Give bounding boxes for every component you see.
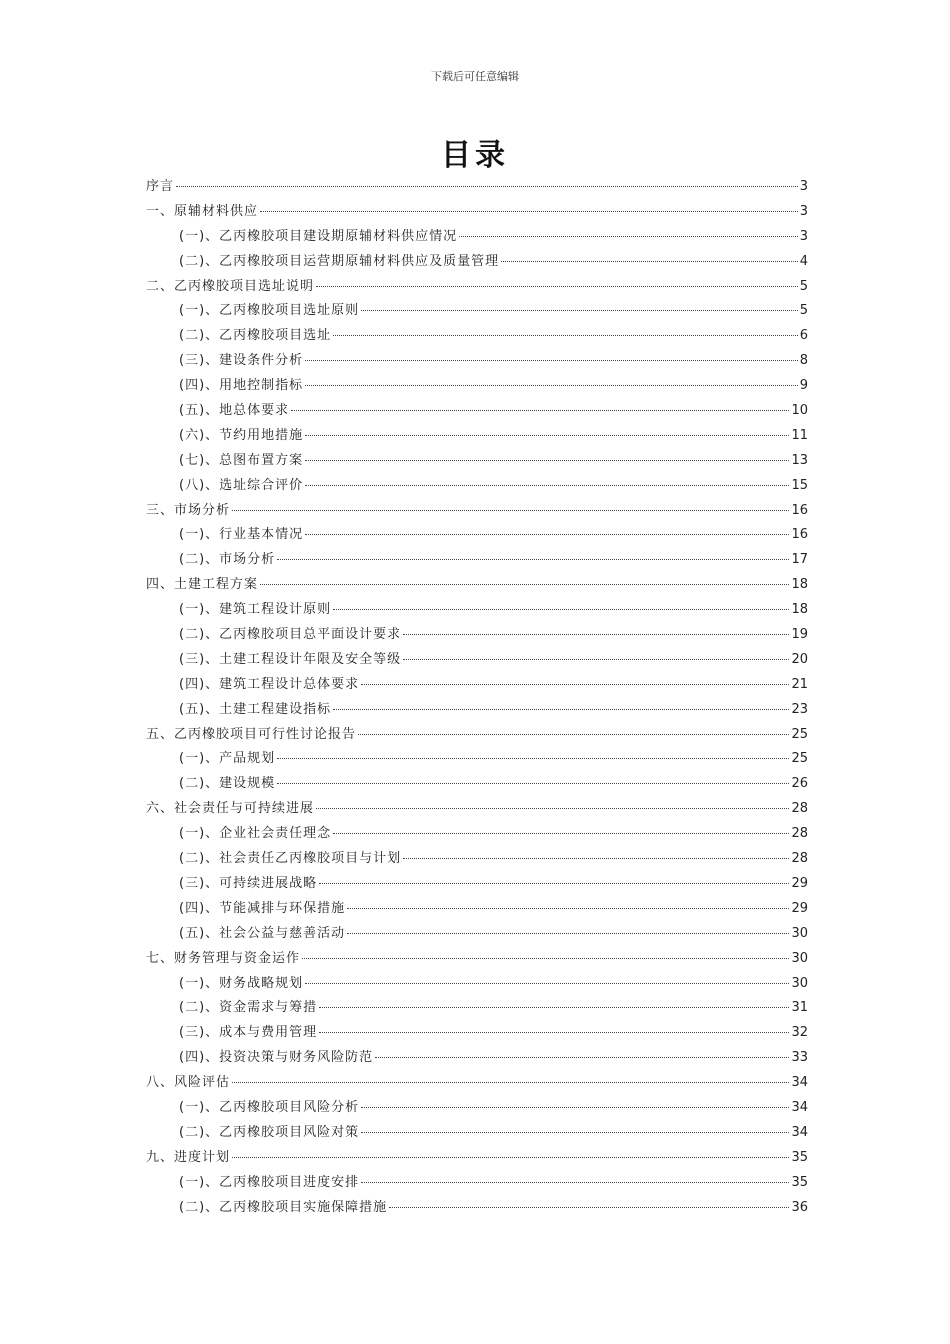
toc-entry-page-number: 17 — [791, 552, 808, 568]
toc-dot-leader — [305, 485, 789, 486]
toc-entry[interactable] — [146, 698, 808, 723]
toc-dot-leader — [232, 1082, 789, 1083]
header-note: 下载后可任意编辑 — [431, 70, 519, 83]
toc-entry-label: (二)、乙丙橡胶项目总平面设计要求 — [179, 627, 402, 643]
toc-dot-leader — [305, 385, 798, 386]
toc-entry-label: (二)、乙丙橡胶项目选址 — [179, 328, 332, 344]
toc-entry-page-number: 3 — [799, 203, 808, 219]
toc-entry[interactable] — [146, 1171, 808, 1196]
toc-dot-leader — [459, 236, 798, 237]
toc-dot-leader — [501, 261, 798, 262]
toc-dot-leader — [333, 709, 789, 710]
toc-entry-label: (二)、市场分析 — [179, 552, 276, 568]
toc-entry[interactable] — [146, 424, 808, 449]
toc-dot-leader — [319, 1032, 789, 1033]
toc-entry-label: (三)、建设条件分析 — [179, 353, 304, 369]
toc-entry-page-number: 34 — [791, 1099, 808, 1115]
toc-entry-label: (一)、建筑工程设计原则 — [179, 602, 332, 618]
toc-entry-page-number: 21 — [791, 676, 808, 692]
toc-entry[interactable] — [146, 474, 808, 499]
toc-entry-page-number: 36 — [791, 1199, 808, 1215]
toc-dot-leader — [316, 808, 789, 809]
toc-entry[interactable] — [146, 499, 808, 524]
toc-entry-page-number: 20 — [791, 651, 808, 667]
toc-entry-label: (一)、产品规划 — [179, 751, 276, 767]
toc-entry[interactable] — [146, 772, 808, 797]
toc-entry[interactable] — [146, 797, 808, 822]
toc-entry-label: (一)、乙丙橡胶项目进度安排 — [179, 1174, 360, 1190]
toc-entry[interactable] — [146, 648, 808, 673]
toc-entry[interactable] — [146, 1196, 808, 1221]
toc-entry-label: (一)、乙丙橡胶项目风险分析 — [179, 1099, 360, 1115]
toc-dot-leader — [347, 933, 789, 934]
toc-dot-leader — [358, 734, 789, 735]
toc-entry[interactable] — [146, 673, 808, 698]
toc-dot-leader — [316, 286, 798, 287]
toc-entry-page-number: 29 — [791, 875, 808, 891]
toc-entry-label: (五)、社会公益与慈善活动 — [179, 925, 346, 941]
toc-entry-label: (一)、财务战略规划 — [179, 975, 304, 991]
toc-entry[interactable] — [146, 523, 808, 548]
toc-entry-label: 九、进度计划 — [146, 1149, 231, 1165]
toc-entry-page-number: 10 — [791, 403, 808, 419]
toc-entry[interactable] — [146, 1071, 808, 1096]
toc-entry-label: 序言 — [146, 179, 175, 194]
toc-entry-label: (三)、成本与费用管理 — [179, 1025, 318, 1041]
toc-entry-label: (一)、乙丙橡胶项目选址原则 — [179, 303, 360, 319]
toc-dot-leader — [403, 659, 789, 660]
toc-dot-leader — [260, 584, 789, 585]
toc-entry-page-number: 31 — [791, 1000, 808, 1016]
toc-entry-page-number: 5 — [799, 278, 808, 294]
toc-entry[interactable] — [146, 972, 808, 997]
toc-entry[interactable] — [146, 200, 808, 225]
toc-entry-label: (三)、土建工程设计年限及安全等级 — [179, 651, 402, 667]
toc-dot-leader — [361, 1107, 789, 1108]
toc-entry[interactable] — [146, 847, 808, 872]
toc-entry[interactable] — [146, 996, 808, 1021]
toc-entry[interactable] — [146, 399, 808, 424]
toc-entry-page-number: 13 — [791, 452, 808, 468]
toc-dot-leader — [361, 1182, 789, 1183]
toc-entry-label: (六)、节约用地措施 — [179, 427, 304, 443]
toc-entry-label: (二)、建设规模 — [179, 776, 276, 792]
toc-entry-label: (一)、行业基本情况 — [179, 527, 304, 543]
toc-entry-page-number: 32 — [791, 1025, 808, 1041]
toc-dot-leader — [277, 783, 789, 784]
toc-entry-page-number: 4 — [799, 253, 808, 269]
toc-entry[interactable] — [146, 1121, 808, 1146]
toc-entry-label: 二、乙丙橡胶项目选址说明 — [146, 278, 315, 294]
toc-entry-label: (一)、企业社会责任理念 — [179, 826, 332, 842]
toc-entry-page-number: 30 — [791, 950, 808, 966]
toc-entry[interactable] — [146, 324, 808, 349]
toc-dot-leader — [291, 410, 789, 411]
toc-entry-label: (四)、节能减排与环保措施 — [179, 900, 346, 916]
toc-entry-page-number: 34 — [791, 1124, 808, 1140]
toc-dot-leader — [319, 1007, 789, 1008]
toc-entry[interactable] — [146, 897, 808, 922]
toc-entry-label: 五、乙丙橡胶项目可行性讨论报告 — [146, 726, 357, 742]
toc-entry[interactable] — [146, 822, 808, 847]
toc-dot-leader — [302, 958, 789, 959]
toc-entry-label: (二)、乙丙橡胶项目实施保障措施 — [179, 1199, 388, 1215]
toc-dot-leader — [319, 883, 789, 884]
toc-entry-page-number: 3 — [799, 179, 808, 194]
toc-entry-label: (二)、乙丙橡胶项目运营期原辅材料供应及质量管理 — [179, 253, 500, 269]
toc-entry[interactable] — [146, 250, 808, 275]
toc-entry-label: (八)、选址综合评价 — [179, 477, 304, 493]
toc-entry-page-number: 8 — [799, 353, 808, 369]
toc-entry[interactable] — [146, 598, 808, 623]
toc-entry-label: 七、财务管理与资金运作 — [146, 950, 301, 966]
toc-entry[interactable] — [146, 747, 808, 772]
toc-dot-leader — [375, 1057, 789, 1058]
toc-dot-leader — [403, 634, 789, 635]
toc-entry[interactable] — [146, 922, 808, 947]
toc-dot-leader — [305, 460, 789, 461]
toc-entry[interactable] — [146, 299, 808, 324]
toc-entry-page-number: 25 — [791, 751, 808, 767]
toc-entry-label: (二)、乙丙橡胶项目风险对策 — [179, 1124, 360, 1140]
toc-dot-leader — [176, 186, 798, 187]
toc-entry-page-number: 16 — [791, 502, 808, 518]
toc-entry-page-number: 16 — [791, 527, 808, 543]
toc-entry-page-number: 29 — [791, 900, 808, 916]
toc-entry-label: (五)、土建工程建设指标 — [179, 701, 332, 717]
toc-entry-label: (三)、可持续进展战略 — [179, 875, 318, 891]
toc-entry-label: 八、风险评估 — [146, 1075, 231, 1091]
toc-entry-label: (二)、社会责任乙丙橡胶项目与计划 — [179, 851, 402, 867]
toc-entry-page-number: 35 — [791, 1174, 808, 1190]
toc-entry-page-number: 30 — [791, 925, 808, 941]
toc-entry-page-number: 25 — [791, 726, 808, 742]
toc-entry[interactable] — [146, 573, 808, 598]
toc-entry[interactable] — [146, 449, 808, 474]
toc-entry-page-number: 18 — [791, 577, 808, 593]
toc-entry[interactable] — [146, 1021, 808, 1046]
toc-entry-page-number: 11 — [791, 427, 808, 443]
toc-entry[interactable] — [146, 947, 808, 972]
toc-dot-leader — [361, 1132, 789, 1133]
toc-dot-leader — [333, 335, 798, 336]
toc-entry[interactable] — [146, 175, 808, 200]
toc-entry[interactable] — [146, 1046, 808, 1071]
toc-dot-leader — [277, 559, 789, 560]
toc-list — [146, 175, 808, 1220]
toc-dot-leader — [260, 211, 798, 212]
toc-entry[interactable] — [146, 275, 808, 300]
toc-entry[interactable] — [146, 548, 808, 573]
toc-dot-leader — [333, 609, 789, 610]
toc-dot-leader — [347, 908, 789, 909]
toc-entry-label: (五)、地总体要求 — [179, 403, 290, 419]
toc-entry[interactable] — [146, 723, 808, 748]
toc-entry-label: 四、土建工程方案 — [146, 577, 259, 593]
toc-entry-page-number: 34 — [791, 1075, 808, 1091]
toc-dot-leader — [305, 534, 789, 535]
toc-entry-label: 一、原辅材料供应 — [146, 203, 259, 219]
toc-dot-leader — [361, 310, 798, 311]
toc-entry-page-number: 26 — [791, 776, 808, 792]
toc-entry-page-number: 30 — [791, 975, 808, 991]
toc-entry-page-number: 9 — [799, 378, 808, 394]
toc-entry-page-number: 15 — [791, 477, 808, 493]
toc-entry-label: (四)、投资决策与财务风险防范 — [179, 1050, 374, 1066]
toc-dot-leader — [232, 510, 789, 511]
toc-entry-label: (七)、总图布置方案 — [179, 452, 304, 468]
toc-entry-label: (一)、乙丙橡胶项目建设期原辅材料供应情况 — [179, 228, 458, 244]
toc-entry[interactable] — [146, 374, 808, 399]
toc-dot-leader — [333, 833, 789, 834]
toc-entry[interactable] — [146, 225, 808, 250]
toc-entry-page-number: 28 — [791, 851, 808, 867]
toc-entry-label: 三、市场分析 — [146, 502, 231, 518]
toc-dot-leader — [277, 758, 789, 759]
toc-entry-page-number: 23 — [791, 701, 808, 717]
toc-entry-page-number: 18 — [791, 602, 808, 618]
toc-entry-page-number: 19 — [791, 627, 808, 643]
toc-title: 目录 — [441, 138, 509, 173]
toc-dot-leader — [305, 435, 789, 436]
toc-entry-page-number: 35 — [791, 1149, 808, 1165]
toc-entry[interactable] — [146, 1096, 808, 1121]
toc-entry-page-number: 33 — [791, 1050, 808, 1066]
toc-dot-leader — [305, 360, 798, 361]
toc-dot-leader — [389, 1207, 789, 1208]
toc-entry-label: (四)、用地控制指标 — [179, 378, 304, 394]
toc-entry-page-number: 5 — [799, 303, 808, 319]
toc-entry-page-number: 28 — [791, 826, 808, 842]
toc-entry[interactable] — [146, 349, 808, 374]
toc-entry[interactable] — [146, 1146, 808, 1171]
toc-entry-page-number: 6 — [799, 328, 808, 344]
toc-dot-leader — [305, 983, 789, 984]
toc-entry-label: 六、社会责任与可持续进展 — [146, 801, 315, 817]
toc-entry-label: (二)、资金需求与筹措 — [179, 1000, 318, 1016]
toc-dot-leader — [403, 858, 789, 859]
toc-entry[interactable] — [146, 623, 808, 648]
toc-entry-page-number: 3 — [799, 228, 808, 244]
toc-dot-leader — [232, 1157, 789, 1158]
toc-entry[interactable] — [146, 872, 808, 897]
toc-entry-page-number: 28 — [791, 801, 808, 817]
toc-dot-leader — [361, 684, 789, 685]
toc-entry-label: (四)、建筑工程设计总体要求 — [179, 676, 360, 692]
